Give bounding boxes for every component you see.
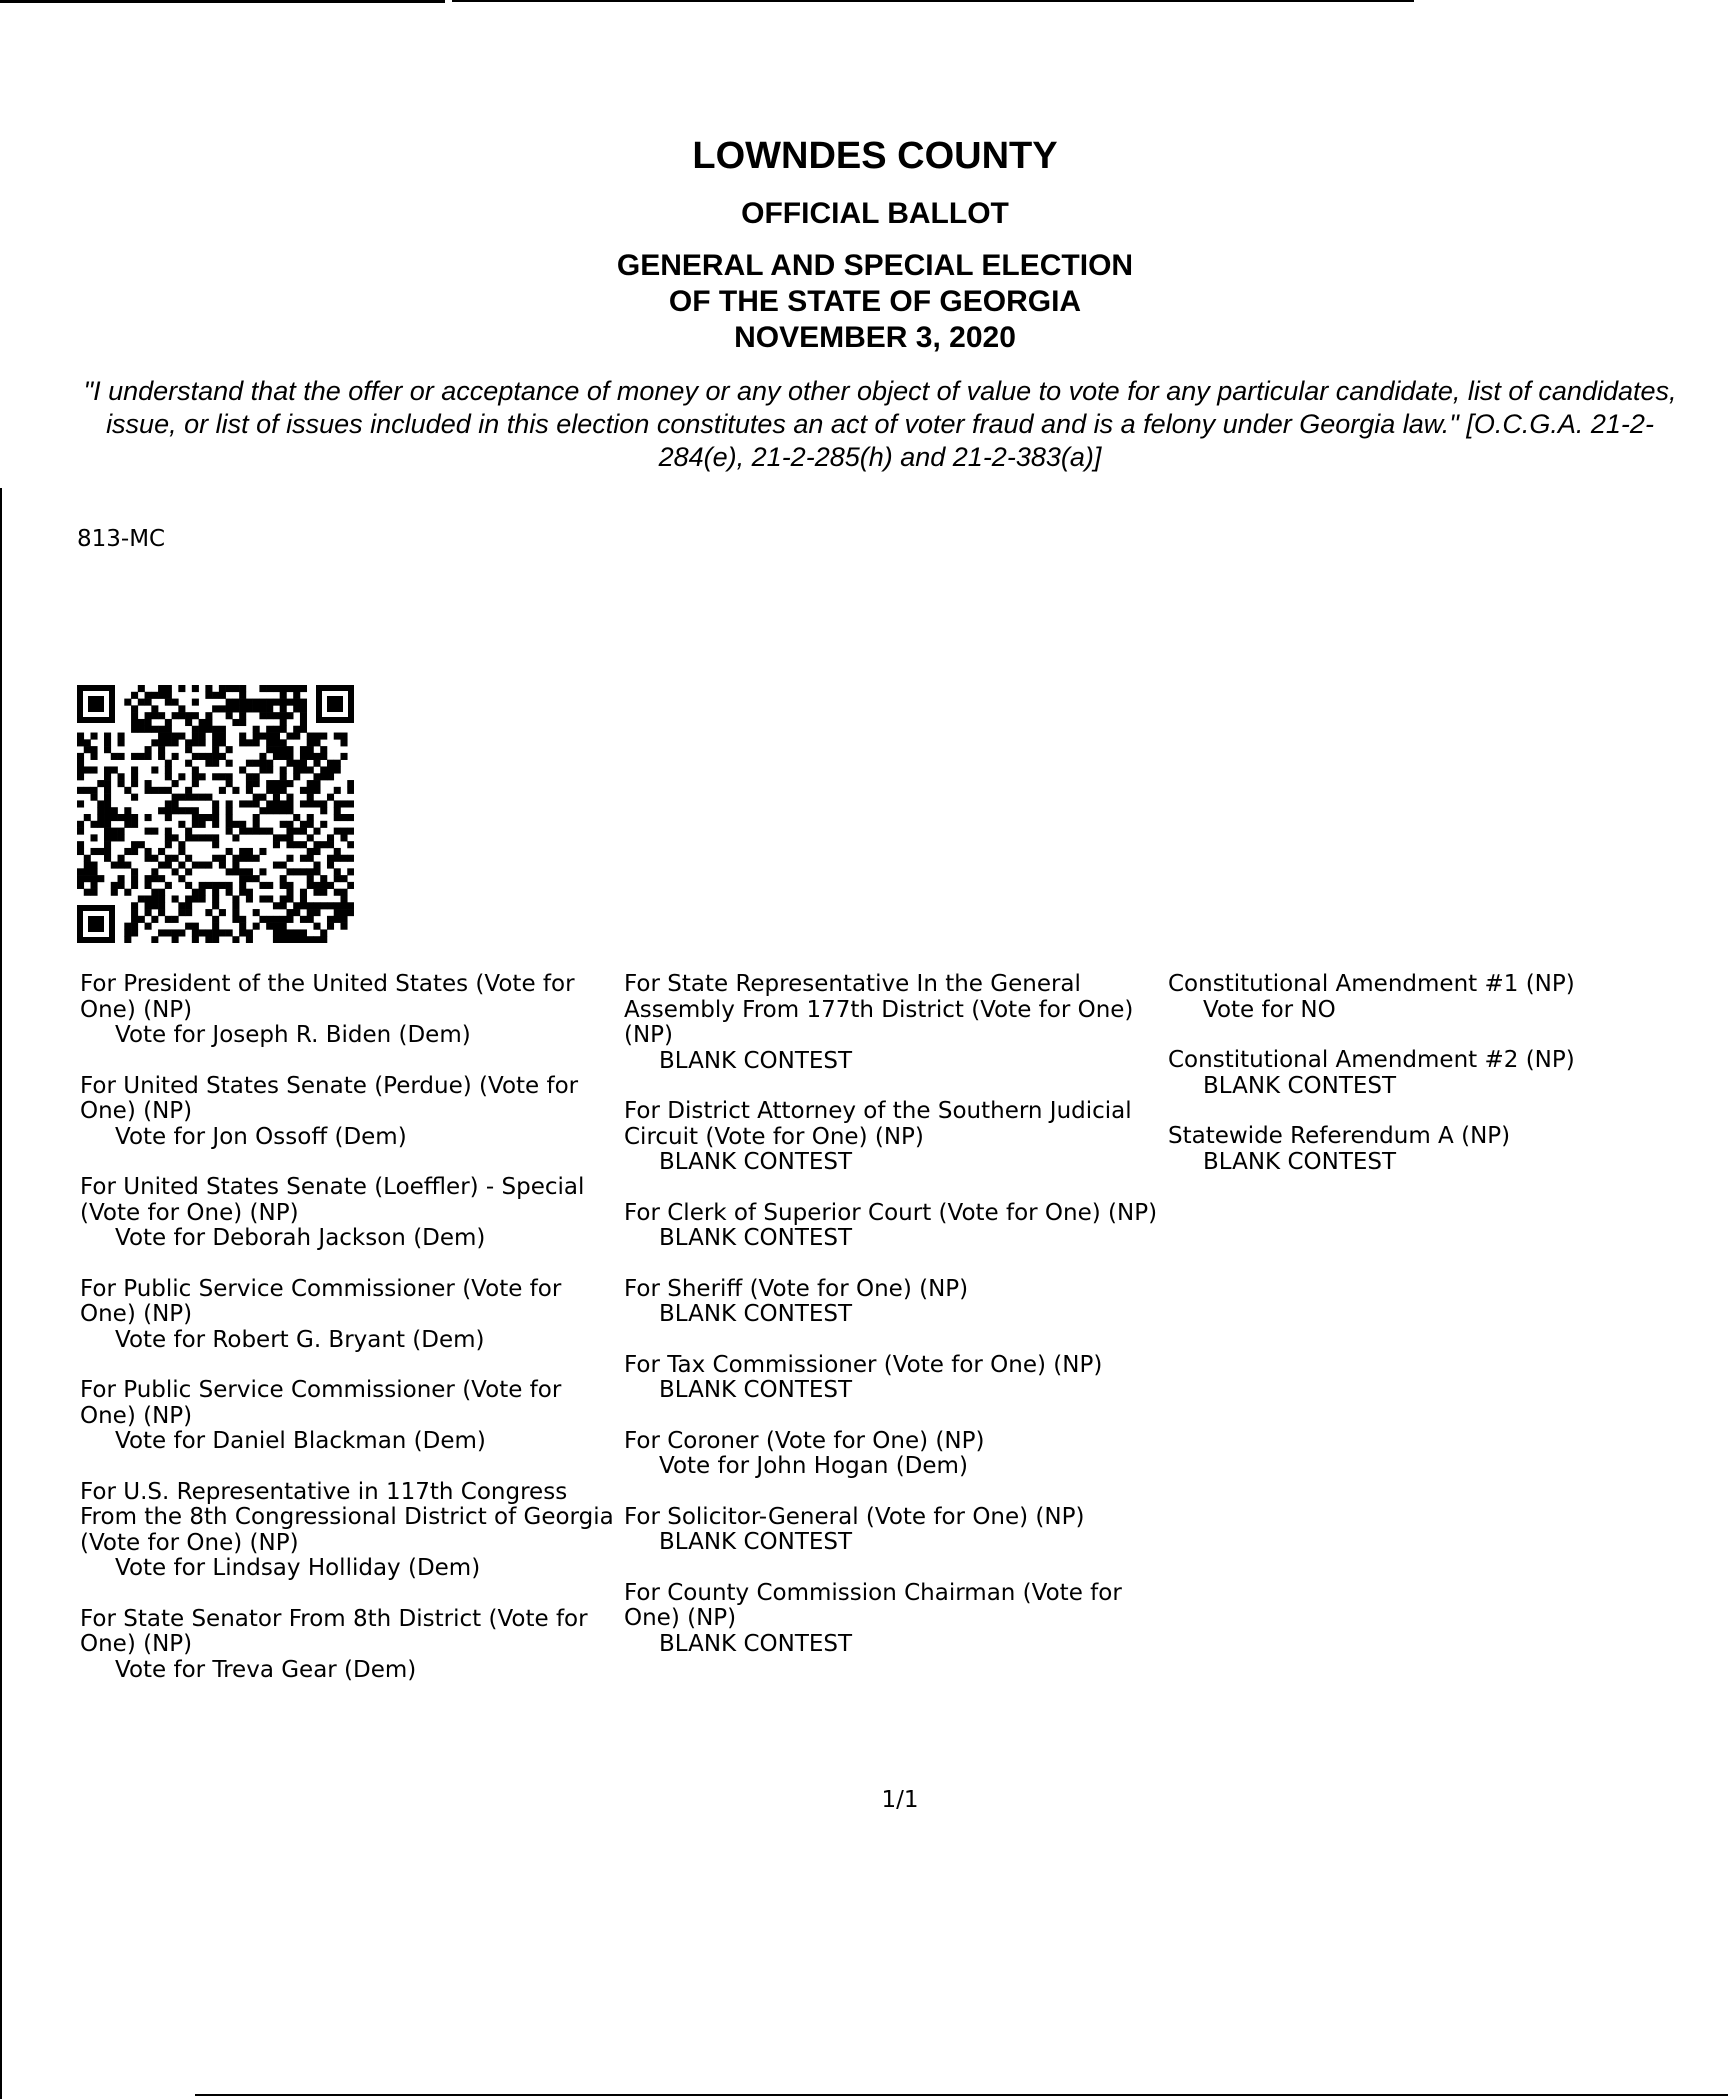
- ballot-column-1: [80, 972, 620, 1708]
- race-entry: [624, 1277, 1164, 1328]
- race-selection: Vote for Joseph R. Biden (Dem): [115, 1022, 471, 1048]
- race-selection: Vote for Jon Ossoff (Dem): [115, 1123, 407, 1150]
- page-number: 1/1: [881, 1787, 919, 1813]
- qr-code-icon: [77, 685, 354, 943]
- race-title: For Sheriff (Vote for One) (NP): [624, 1275, 969, 1302]
- ballot-column-3: [1168, 972, 1708, 1200]
- race-entry: [80, 1277, 620, 1354]
- race-title: For Public Service Commissioner (Vote for One) (NP): [80, 1377, 562, 1429]
- race-selection: BLANK CONTEST: [659, 1301, 853, 1327]
- race-selection: Vote for Daniel Blackman (Dem): [115, 1428, 486, 1454]
- race-selection: Vote for Treva Gear (Dem): [115, 1656, 417, 1683]
- race-selection: BLANK CONTEST: [1203, 1148, 1397, 1175]
- race-title: For United States Senate (Loeffler) - Special (Vote for One) (NP): [80, 1174, 585, 1226]
- election-date: NOVEMBER 3, 2020: [734, 321, 1016, 354]
- race-entry: [80, 1074, 620, 1151]
- race-entry: [1168, 1124, 1708, 1175]
- ballot-type: OFFICIAL BALLOT: [741, 197, 1009, 230]
- voter-fraud-notice: "I understand that the offer or acceptance of money or any other object of value to vote for any particular candidate, list of candidates, issue, or list of issues included in this election constitutes an act of voter fraud and is a felony under Georgia law." [O.C.G.A. 21-2-284(e), 21-2-285(h) and 21-2-383(a)]: [83, 376, 1677, 472]
- race-title: Constitutional Amendment #1 (NP): [1168, 971, 1575, 997]
- race-title: For Public Service Commissioner (Vote for One) (NP): [80, 1275, 562, 1327]
- race-title: For Solicitor-General (Vote for One) (NP): [624, 1503, 1085, 1530]
- race-entry: [624, 972, 1164, 1074]
- race-entry: [80, 972, 620, 1049]
- race-selection: BLANK CONTEST: [659, 1377, 853, 1403]
- race-entry: [624, 1099, 1164, 1176]
- race-entry: [624, 1201, 1164, 1252]
- bottom-border: [195, 2094, 1728, 2096]
- race-title: For Clerk of Superior Court (Vote for One) (NP): [624, 1199, 1158, 1226]
- race-entry: [80, 1607, 620, 1684]
- election-line-2: OF THE STATE OF GEORGIA: [668, 285, 1082, 318]
- race-selection: Vote for Lindsay Holliday (Dem): [115, 1555, 481, 1581]
- race-entry: [1168, 972, 1708, 1023]
- race-selection: BLANK CONTEST: [659, 1529, 853, 1555]
- race-title: For District Attorney of the Southern Judicial Circuit (Vote for One) (NP): [624, 1098, 1132, 1150]
- precinct-code: 813-MC: [77, 526, 166, 552]
- race-selection: BLANK CONTEST: [659, 1149, 853, 1175]
- county-title: LOWNDES COUNTY: [692, 135, 1058, 177]
- race-selection: Vote for John Hogan (Dem): [659, 1453, 968, 1479]
- race-selection: Vote for Deborah Jackson (Dem): [115, 1225, 486, 1251]
- race-title: For United States Senate (Perdue) (Vote for One) (NP): [80, 1072, 579, 1124]
- race-title: For President of the United States (Vote for One) (NP): [80, 971, 575, 1023]
- race-selection: BLANK CONTEST: [659, 1630, 853, 1657]
- ballot-header: [0, 132, 1728, 356]
- race-title: For State Senator From 8th District (Vote for One) (NP): [80, 1605, 588, 1657]
- race-entry: [80, 1480, 620, 1582]
- ballot-column-2: [624, 972, 1164, 1682]
- race-title: For Coroner (Vote for One) (NP): [624, 1427, 985, 1454]
- left-border: [0, 488, 2, 2099]
- race-title: For County Commission Chairman (Vote for One) (NP): [624, 1579, 1122, 1631]
- race-entry: [1168, 1048, 1708, 1099]
- race-entry: [624, 1429, 1164, 1480]
- race-title: Statewide Referendum A (NP): [1168, 1123, 1511, 1149]
- top-border-left: [0, 0, 445, 3]
- race-title: For Tax Commissioner (Vote for One) (NP): [624, 1351, 1103, 1378]
- race-title: For State Representative In the General Assembly From 177th District (Vote for One) (NP): [624, 971, 1134, 1048]
- race-entry: [80, 1378, 620, 1455]
- race-selection: Vote for Robert G. Bryant (Dem): [115, 1326, 485, 1353]
- race-selection: Vote for NO: [1203, 996, 1336, 1023]
- race-entry: [624, 1581, 1164, 1658]
- race-entry: [624, 1353, 1164, 1404]
- race-entry: [80, 1175, 620, 1252]
- race-entry: [624, 1505, 1164, 1556]
- race-title: Constitutional Amendment #2 (NP): [1168, 1047, 1575, 1073]
- race-selection: BLANK CONTEST: [659, 1047, 853, 1074]
- race-selection: BLANK CONTEST: [659, 1225, 853, 1251]
- race-title: For U.S. Representative in 117th Congress From the 8th Congressional District of Georgia (Vote for One) (NP): [80, 1478, 614, 1556]
- election-line-1: GENERAL AND SPECIAL ELECTION: [616, 249, 1134, 282]
- top-border-right: [452, 0, 1414, 2]
- race-selection: BLANK CONTEST: [1203, 1072, 1397, 1099]
